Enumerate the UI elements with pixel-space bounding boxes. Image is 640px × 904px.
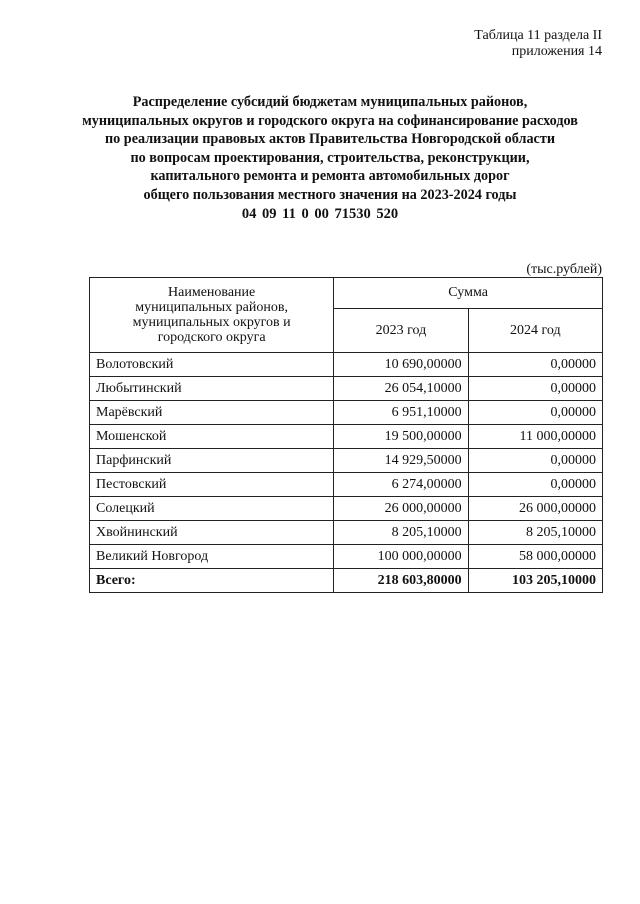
row-value-2023: 6 951,10000 bbox=[334, 401, 468, 425]
total-row bbox=[90, 569, 603, 593]
table-row bbox=[90, 449, 603, 473]
header-table-number: Таблица 11 раздела II bbox=[474, 28, 602, 43]
row-name: Волотовский bbox=[90, 353, 334, 377]
row-value-2024: 0,00000 bbox=[468, 449, 602, 473]
column-header-sum: Сумма bbox=[334, 278, 603, 309]
row-name: Марёвский bbox=[90, 401, 334, 425]
row-value-2024: 0,00000 bbox=[468, 473, 602, 497]
row-value-2023: 26 054,10000 bbox=[334, 377, 468, 401]
title-line: капитального ремонта и ремонта автомобильных дорог bbox=[150, 168, 510, 184]
row-value-2023: 100 000,00000 bbox=[334, 545, 468, 569]
row-name: Солецкий bbox=[90, 497, 334, 521]
column-header-name-line: муниципальных районов, bbox=[135, 300, 288, 315]
column-header-name-line: городского округа bbox=[157, 330, 266, 345]
row-name: Мошенской bbox=[90, 425, 334, 449]
total-value-2024: 103 205,10000 bbox=[468, 569, 602, 593]
column-header-2023: 2023 год bbox=[334, 309, 468, 353]
row-name: Парфинский bbox=[90, 449, 334, 473]
table-row bbox=[90, 473, 603, 497]
column-header-name bbox=[90, 278, 334, 353]
title-line: Распределение субсидий бюджетам муниципальных районов, bbox=[132, 94, 528, 110]
table-row bbox=[90, 425, 603, 449]
row-value-2023: 14 929,50000 bbox=[334, 449, 468, 473]
table-row bbox=[90, 377, 603, 401]
row-name: Великий Новгород bbox=[90, 545, 334, 569]
row-value-2024: 0,00000 bbox=[468, 401, 602, 425]
budget-code: 04 09 11 0 00 71530 520 bbox=[241, 206, 399, 222]
column-header-name-line: муниципальных округов и bbox=[132, 315, 291, 330]
row-value-2024: 58 000,00000 bbox=[468, 545, 602, 569]
total-label: Всего: bbox=[90, 569, 334, 593]
table-row bbox=[90, 545, 603, 569]
row-value-2023: 26 000,00000 bbox=[334, 497, 468, 521]
title-line: по реализации правовых актов Правительства Новгородской области bbox=[104, 131, 555, 147]
row-name: Пестовский bbox=[90, 473, 334, 497]
column-header-2024: 2024 год bbox=[468, 309, 602, 353]
table-row bbox=[90, 521, 603, 545]
row-value-2024: 11 000,00000 bbox=[468, 425, 602, 449]
row-value-2023: 6 274,00000 bbox=[334, 473, 468, 497]
row-value-2023: 8 205,10000 bbox=[334, 521, 468, 545]
units-label: (тыс.рублей) bbox=[526, 262, 602, 277]
table-row bbox=[90, 401, 603, 425]
row-value-2024: 0,00000 bbox=[468, 377, 602, 401]
row-value-2023: 19 500,00000 bbox=[334, 425, 468, 449]
row-name: Любытинский bbox=[90, 377, 334, 401]
document-header bbox=[474, 28, 602, 60]
subsidy-table bbox=[89, 277, 603, 593]
document-title bbox=[60, 93, 600, 204]
table-row bbox=[90, 497, 603, 521]
title-line: муниципальных округов и городского округа на софинансирование расходов bbox=[82, 112, 578, 129]
table-row bbox=[90, 353, 603, 377]
row-value-2023: 10 690,00000 bbox=[334, 353, 468, 377]
row-value-2024: 0,00000 bbox=[468, 353, 602, 377]
row-value-2024: 8 205,10000 bbox=[468, 521, 602, 545]
row-name: Хвойнинский bbox=[90, 521, 334, 545]
header-appendix: приложения 14 bbox=[511, 44, 602, 59]
column-header-name-line: Наименование bbox=[168, 285, 256, 300]
title-line: по вопросам проектирования, строительства, реконструкции, bbox=[130, 149, 530, 166]
total-value-2023: 218 603,80000 bbox=[334, 569, 468, 593]
row-value-2024: 26 000,00000 bbox=[468, 497, 602, 521]
title-line: общего пользования местного значения на 2023-2024 годы bbox=[143, 186, 517, 203]
